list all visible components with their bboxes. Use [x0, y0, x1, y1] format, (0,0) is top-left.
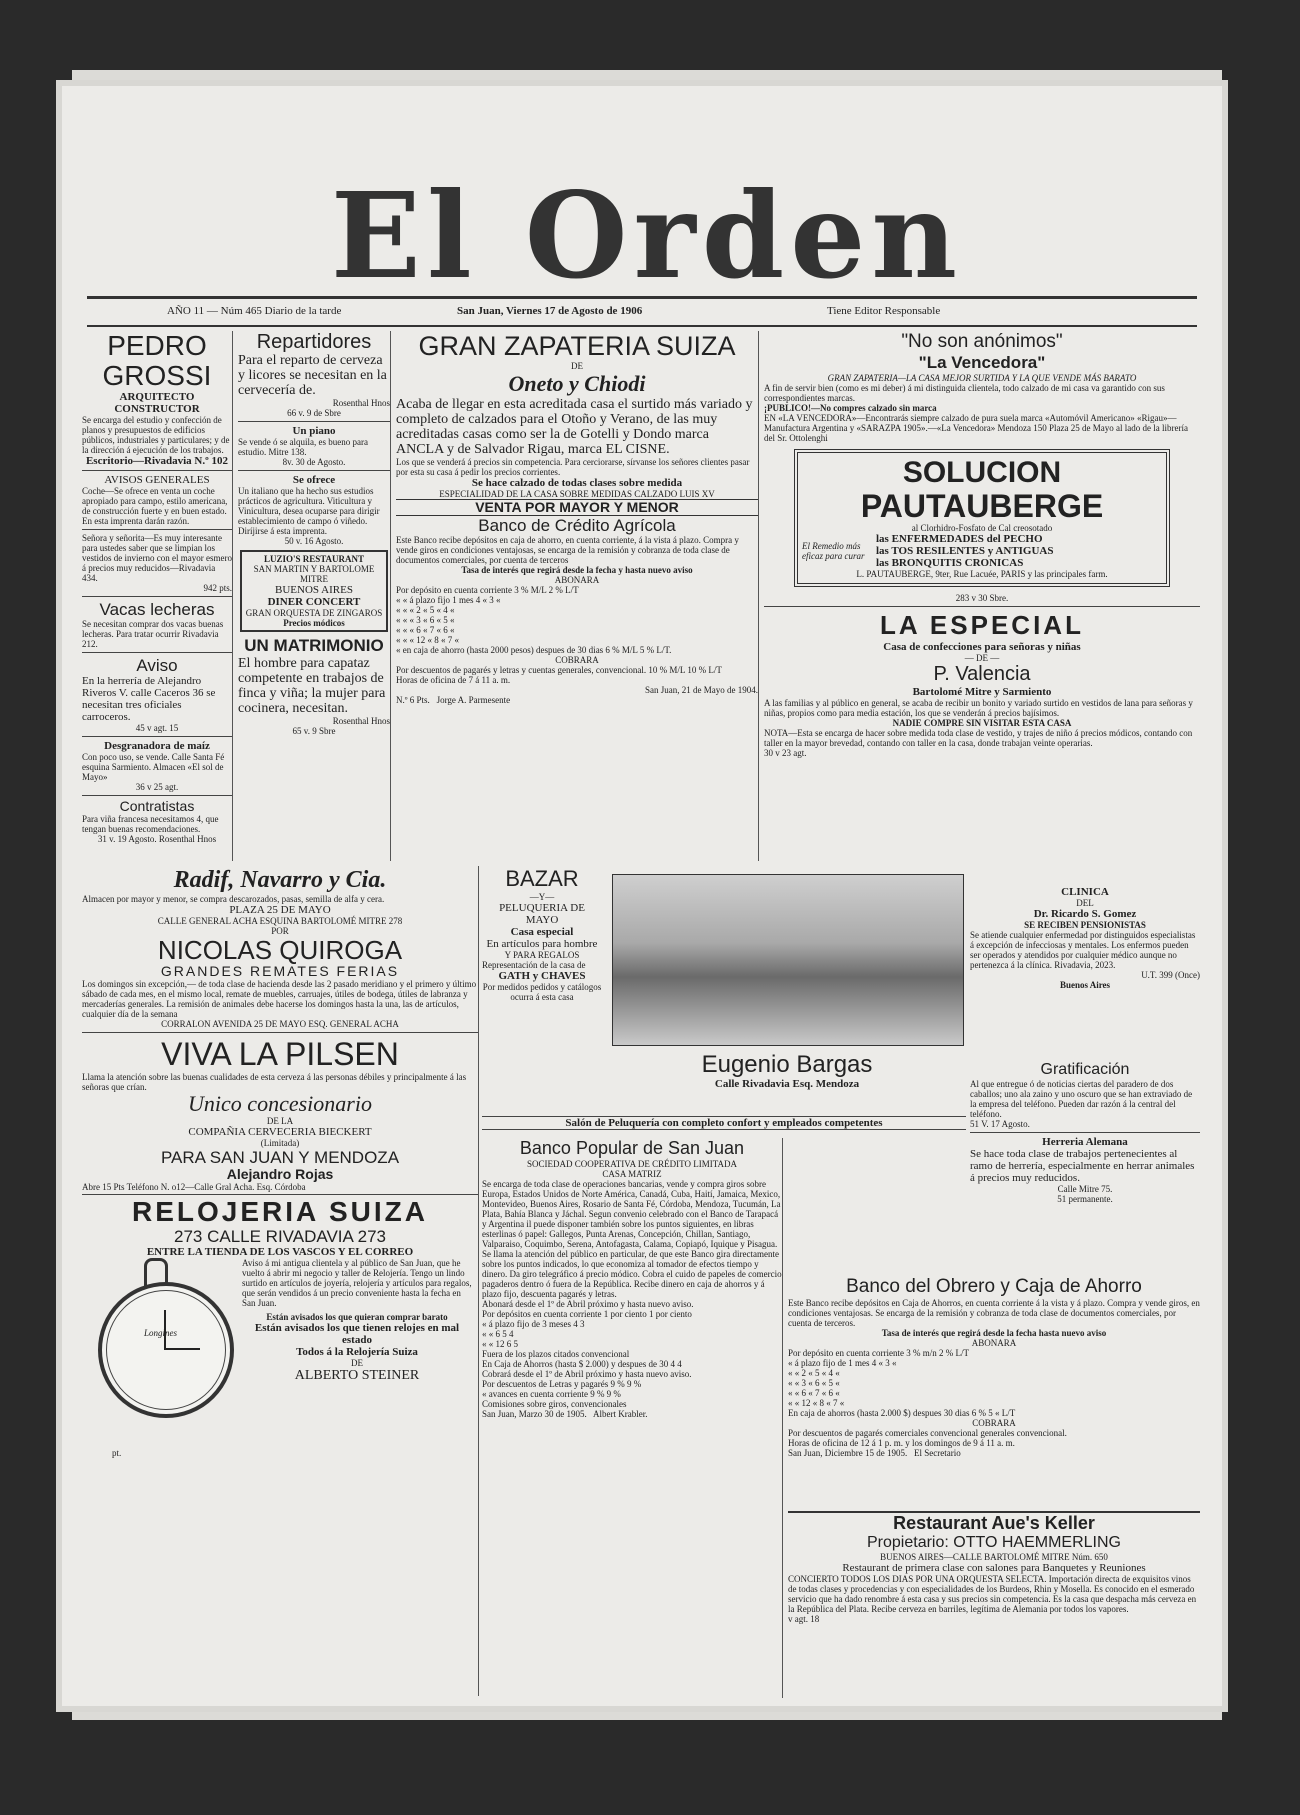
solucion-left: El Remedio más eficaz para curar — [802, 541, 865, 561]
dateline-bar — [87, 296, 1197, 327]
matrimonio-sig: Rosenthal Hnos — [332, 716, 390, 726]
contra-title: Contratistas — [119, 798, 195, 814]
bca-descuentos: Por descuentos de pagarés y letras y cuentas generales, convencional. 10 % M/L 10 % L/T — [396, 665, 722, 675]
solucion-box — [794, 449, 1170, 587]
bpsj-rate-row: Por depósitos en cuenta corriente 1 por ciento 1 por ciento — [482, 1309, 692, 1319]
ofrece-ref: 50 v. 16 Agosto. — [284, 536, 344, 546]
solucion-brand: PAUTAUBERGE — [860, 488, 1104, 524]
vacas-text: Se necesitan comprar dos vacas buenas lecheras. Para tratar ocurrir Rivadavia 212. — [82, 619, 224, 649]
contra-ref: 31 v. 19 Agosto. Rosenthal Hnos — [97, 834, 217, 844]
pilsen-cerveceria: COMPAÑIA CERVECERIA BIECKERT — [188, 1126, 372, 1138]
bpsj-signature: Albert Krabler. — [593, 1409, 648, 1419]
especial-address: Bartolomé Mitre y Sarmiento — [912, 686, 1052, 698]
repartidores-text: Para el reparto de cerveza y licores se necesitan en la cervecería de. — [238, 353, 387, 398]
radif-text: Almacen por mayor y menor, se compra descarozados, pasas, semilla de alfa y cera. — [82, 894, 385, 904]
especial-de: — DE — — [964, 653, 1000, 663]
pilsen-para: PARA SAN JUAN Y MENDOZA — [160, 1148, 400, 1167]
repartidores-title: Repartidores — [256, 331, 372, 353]
clinica-ref: U.T. 399 (Once) — [1141, 970, 1200, 980]
aue-address: BUENOS AIRES—CALLE BARTOLOMÉ MITRE Núm. 650 — [880, 1552, 1108, 1562]
bca-signature: Jorge A. Parmesente — [436, 695, 511, 705]
piano-title: Un piano — [292, 425, 336, 437]
banco-obrero-block — [788, 1276, 1200, 1506]
quiroga-sub: GRANDES REMATES FERIAS — [160, 963, 400, 979]
matrimonio-text: El hombre para capataz competente en trabajos de finca y viña; la mujer para cocinera, necesitan. — [238, 656, 386, 716]
relojeria-text: Aviso á mi antigua clientela y al público de San Juan, que he vuelto á abrir mi negocio y taller de Relojería. Tengo un lindo surtido en artículos de joyería, relojería y artículos para regalos, que serán vendidos á un precio conveniente hasta la fecha en San Juan. — [242, 1258, 472, 1308]
bpsj-rate-row: En Caja de Ahorros (hasta $ 2.000) y despues de 30 4 4 — [482, 1359, 682, 1369]
zapateria-text: Acaba de llegar en esta acreditada casa el surtido más variado y completo de calzados para el Otoño y Verano, de las muy acreditadas casas como ser la de Gotelli y Dondo marca ANCLA y de Salvador Rigau, marca EL CISNE. — [396, 397, 753, 457]
bpsj-rate-row: « « 6 5 4 — [482, 1329, 514, 1339]
aue-restaurant: Restaurant de primera clase con salones para Banquetes y Reuniones — [842, 1562, 1146, 1574]
masthead-title: El Orden — [330, 166, 964, 305]
bob-rate-row: « « 2 « 5 « 4 « — [788, 1368, 840, 1378]
relojeria-pt: pt. — [112, 1448, 122, 1458]
grossi-subtitle: ARQUITECTO CONSTRUCTOR — [114, 391, 200, 415]
clinica-name: Dr. Ricardo S. Gomez — [1033, 908, 1137, 920]
bca-abonara: ABONARA — [554, 575, 600, 585]
bpsj-rate-row: « á plazo fijo de 3 meses 4 3 — [482, 1319, 585, 1329]
bazar-name: Eugenio Bargas — [701, 1051, 873, 1078]
bca-rate-row: « en caja de ahorro (hasta 2000 pesos) despues de 30 dias 6 % M/L 5 % L/T. — [396, 645, 672, 655]
solucion-sub: al Clorhidro-Fosfato de Cal creosotado — [911, 523, 1053, 533]
bca-rate-row: « « « 12 « 8 « 7 « — [396, 635, 459, 645]
clinica-text: Se atiende cualquier enfermedad por distinguidos especialistas á excepción de infecciosas y mentales. Los enfermos pueden ser operados y atendidos por cualquier médico aunque no pertenezca á la clínica. Rivadavia, 2023. — [970, 930, 1196, 970]
quiroga-address: CORRALON AVENIDA 25 DE MAYO ESQ. GENERAL ACHA — [161, 1019, 399, 1029]
bazar-regalos: Y PARA REGALOS — [504, 950, 580, 960]
contra-text: Para viña francesa necesitamos 4, que tengan buenas recomendaciones. — [82, 814, 219, 834]
bpsj-rate-row: Fuera de los plazos citados convencional — [482, 1349, 630, 1359]
aue-ref: v agt. 18 — [788, 1614, 820, 1624]
especial-nadie: NADIE COMPRE SIN VISITAR ESTA CASA — [892, 718, 1072, 728]
gratificacion-text: Al que entregue ó de noticias ciertas del paradero de dos caballos; uno ala zaino y uno oscuro que se han extraviado de la empresa del teléfono. Pueden dar razón á la central del teléfono. — [970, 1079, 1193, 1119]
lucio-address: SAN MARTIN Y BARTOLOME MITRE — [253, 564, 375, 584]
avisos-title: AVISOS GENERALES — [104, 474, 210, 486]
aue-propietario: Propietario: OTTO HAEMMERLING — [867, 1534, 1121, 1551]
bob-horas: Horas de oficina de 12 á 1 p. m. y los domingos de 9 á 11 a. m. — [788, 1438, 1015, 1448]
clinica-city: Buenos Aires — [1059, 980, 1111, 990]
anonimos-text2: A fin de servir bien (como es mi deber) á mi distinguida clientela, todo calzado de mi casa va garantido con sus correspondientes marcas. — [764, 383, 1165, 403]
bazar-articulos: En artículos para hombre — [486, 938, 598, 950]
column-2 — [238, 331, 391, 861]
radif-plaza: PLAZA 25 DE MAYO — [229, 904, 331, 916]
zapateria-owners: Oneto y Chiodi — [508, 371, 646, 396]
vacas-title: Vacas lecheras — [99, 600, 215, 619]
zapateria-medida: Se hace calzado de todas clases sobre medida — [471, 477, 683, 489]
especial-name: P. Valencia — [933, 663, 1031, 685]
bpsj-casa: CASA MATRIZ — [602, 1169, 662, 1179]
solucion-enf1: las ENFERMEDADES del PECHO — [876, 533, 1043, 545]
issue-date: San Juan, Viernes 17 de Agosto de 1906 — [457, 305, 643, 317]
anonimos-subtitle: "La Vencedora" — [918, 353, 1046, 372]
bob-rate-row: « « 12 « 8 « 7 « — [788, 1398, 845, 1408]
bca-rate-row: « « á plazo fijo 1 mes 4 « 3 « — [396, 595, 501, 605]
radif-calle: CALLE GENERAL ACHA ESQUINA BARTOLOMÉ MITRE 278 — [157, 916, 403, 926]
column-3 — [396, 331, 759, 861]
watch-brand: Longines — [144, 1328, 178, 1338]
bpsj-rate-row: « « 12 6 5 — [482, 1339, 518, 1349]
relojeria-title: RELOJERIA SUIZA — [132, 1196, 428, 1227]
solucion-address: L. PAUTAUBERGE, 9ter, Rue Lacuée, PARIS y las principales farm. — [856, 569, 1108, 579]
bob-rate-row: « á plazo fijo de 1 mes 4 « 3 « — [788, 1358, 897, 1368]
bob-rate-row: En caja de ahorros (hasta 2.000 $) despues 30 dias 6 % 5 « L/T — [788, 1408, 1016, 1418]
bob-cobrara: COBRARA — [972, 1418, 1016, 1428]
especial-text: A las familias y al público en general, se acaba de recibir un bonito y variado surtido en vestidos de lana para señoras y niñas, propios como para media estación, los que se venderán á precios bajísimos. — [764, 698, 1193, 718]
lucio-orchestra: GRAN ORQUESTA DE ZINGAROS — [245, 608, 383, 618]
aviso-ref: 45 v agt. 15 — [135, 723, 179, 733]
bazar-y: —Y— — [529, 892, 555, 902]
pilsen-limitada: (Limitada) — [260, 1138, 300, 1148]
bazar-peluqueria: PELUQUERIA DE MAYO — [499, 902, 585, 926]
bpsj-abonara: Abonará desde el 1º de Abril próximo y hasta nuevo aviso. — [482, 1299, 694, 1309]
grossi-address: Escritorio—Rivadavia N.º 102 — [85, 455, 229, 467]
bpsj-title: Banco Popular de San Juan — [519, 1138, 745, 1158]
matrimonio-title: UN MATRIMONIO — [244, 636, 384, 655]
especial-ref: 30 v 23 agt. — [764, 748, 807, 758]
bazar-gath: GATH y CHAVES — [498, 970, 586, 982]
repartidores-ref: 66 v. 9 de Sbre — [287, 408, 341, 418]
bob-date: San Juan, Diciembre 15 de 1905. — [788, 1448, 908, 1458]
piano-text: Se vende ó se alquila, es bueno para estudio. Mitre 138. — [238, 437, 368, 457]
bca-rate-row: Por depósito en cuenta corriente 3 % M/L 2 % L/T — [396, 585, 579, 595]
bca-tasa: Tasa de interés que regirá desde la fecha y hasta nuevo aviso — [461, 565, 693, 575]
bob-descuentos: Por descuentos de pagarés comerciales convencional generales convencional. — [788, 1428, 1067, 1438]
gratificacion-title: Gratificación — [1040, 1061, 1130, 1078]
newspaper-page — [62, 86, 1222, 1706]
bca-text: Este Banco recibe depósitos en caja de ahorro, en cuenta corriente, á la vista á plazo. Compra y vende giros en condiciones ventajosas, se encarga de la remisión y cobranza de toda clase de documentos comerciales, por cuenta de terceros — [396, 535, 739, 565]
maiz-ref: 36 v 25 agt. — [135, 782, 179, 792]
aue-title: Restaurant Aue's Keller — [893, 1513, 1095, 1533]
senora-text: Señora y señorita—Es muy interesante para ustedes saber que se limpian los vestidos de invierno con el mayor esmero á precios muy reducidos—Rivadavia 434. — [82, 533, 232, 583]
bazar-pedidos: Por medidos pedidos y catálogos ocurra á esta casa — [482, 982, 602, 1002]
ofrece-title: Se ofrece — [292, 474, 336, 486]
pilsen-title: VIVA LA PILSEN — [161, 1036, 399, 1072]
bob-rate-row: Por depósito en cuenta corriente 3 % m/n 2 % L/T — [788, 1348, 969, 1358]
bob-rate-row: « « 3 « 6 « 5 « — [788, 1378, 840, 1388]
relojeria-aviso2: Están avisados los que tienen relojes en mal estado — [254, 1322, 460, 1346]
clinica-pensionistas: SE RECIBEN PENSIONISTAS — [1024, 920, 1146, 930]
bpsj-rate-row: Por descuentos de Letras y pagarés 9 % 9 % — [482, 1379, 642, 1389]
bca-title: Banco de Crédito Agrícola — [478, 516, 676, 535]
bpsj-rate-row: Cobrará desde el 1º de Abril próximo y hasta nuevo aviso. — [482, 1369, 692, 1379]
relojeria-name: ALBERTO STEINER — [294, 1368, 420, 1383]
bpsj-rate-row: Comisiones sobre giros, convencionales — [482, 1399, 627, 1409]
piano-ref: 8v. 30 de Agosto. — [282, 457, 346, 467]
bob-rate-row: « « 6 « 7 « 6 « — [788, 1388, 840, 1398]
bob-text: Este Banco recibe depósitos en Caja de Ahorros, en cuenta corriente á la vista y á plazo. Compra y vende giros, en condiciones ventajosas. Se encarga de la remisión y cobranza de toda clase de documentos comerciales, por cuenta de terceros. — [788, 1298, 1200, 1328]
bob-tasa: Tasa de interés que regirá desde la fecha hasta nuevo aviso — [881, 1328, 1107, 1338]
banco-popular-block — [482, 1138, 783, 1698]
anonimos-title: "No son anónimos" — [901, 331, 1063, 352]
solucion-ref: 283 v 30 Sbre. — [955, 593, 1009, 603]
lucio-city: BUENOS AIRES — [275, 584, 353, 596]
solucion-enf3: las BRONQUITIS CRONICAS — [876, 557, 1024, 569]
maiz-title: Desgranadora de maíz — [104, 740, 210, 752]
bazar-title: BAZAR — [505, 866, 579, 891]
herreria-title: Herreria Alemana — [1042, 1136, 1128, 1148]
solucion-title: SOLUCION — [902, 456, 1062, 489]
issue-info: AÑO 11 — Núm 465 Diario de la tarde — [167, 305, 342, 317]
lucio-title: LUZIO'S RESTAURANT — [263, 554, 365, 564]
column-1 — [82, 331, 233, 861]
aviso-title: Aviso — [136, 656, 178, 675]
column-4 — [764, 331, 1200, 886]
ofrece-text: Un italiano que ha hecho sus estudios prácticos de agricultura. Viticultura y Vinicultura, desea ocuparse para dirigir establecimiento de campo ó viñedo. Diríjirse á esta imprenta. — [238, 486, 380, 536]
shop-photo — [612, 874, 964, 1046]
bob-signature: El Secretario — [913, 1448, 961, 1458]
senora-ref: 942 pts. — [203, 583, 232, 593]
relojeria-body — [82, 1258, 478, 1468]
bpsj-date: San Juan, Marzo 30 de 1905. — [482, 1409, 587, 1419]
relojeria-de: DE — [351, 1358, 363, 1368]
pocket-watch-icon — [98, 1282, 234, 1418]
radif-title: Radif, Navarro y Cia. — [173, 867, 387, 893]
bpsj-rate-row: « avances en cuenta corriente 9 % 9 % — [482, 1389, 621, 1399]
avisos-text: Coche—Se ofrece en venta un coche apropiado para campo, estilo americana, de construcción fuerte y en buen estado. En esta imprenta darán razón. — [82, 486, 228, 526]
lucio-concert: DINER CONCERT — [267, 596, 361, 608]
gratificacion-block — [970, 1061, 1200, 1276]
relojeria-aviso1: Están avisados los que quieran comprar barato — [266, 1312, 448, 1322]
bazar-salon: Salón de Peluquería con completo confort y empleados competentes — [482, 1116, 966, 1130]
bca-rate-table — [396, 585, 758, 655]
bca-cobrara: COBRARA — [555, 655, 599, 665]
herreria-address: Calle Mitre 75. — [1057, 1184, 1113, 1194]
clinic-block — [970, 886, 1200, 1061]
bca-rate-row: « « « 3 « 6 « 5 « — [396, 615, 455, 625]
repartidores-sig: Rosenthal Hnos — [332, 398, 390, 408]
bob-rate-table — [788, 1348, 1200, 1418]
bob-title: Banco del Obrero y Caja de Ahorro — [846, 1276, 1142, 1297]
relojeria-entre: ENTRE LA TIENDA DE LOS VASCOS Y EL CORREO — [146, 1246, 414, 1258]
bottom-left-column — [82, 866, 479, 1696]
aue-text: CONCIERTO TODOS LOS DIAS POR UNA ORQUESTA SELECTA. Importación directa de exquisitos vinos de todas clases y procedencias y con especialidades de los Burdeos, Rhin y Mosella. Es conocido en el esmerado servicio que ha dado renombre á esta casa y sus precios sin competencia. Es la casa que despacha más cerveza en la República del Plata. Recibe cerveza en barriles, legítima de Alemania por todos los vapores. — [788, 1574, 1197, 1614]
anonimos-text3: EN «LA VENCEDORA»—Encontrarás siempre calzado de pura suela marca «Automóvil Americano» «Rigau»—Manufactura Argentina y «SARAZPA 1905».—«La Vencedora» Mendoza 150 Plaza 25 de Mayo al lado de la librería del Sr. Ottolenghi — [764, 413, 1188, 443]
editor-note: Tiene Editor Responsable — [827, 305, 941, 317]
pilsen-name: Alejandro Rojas — [226, 1166, 334, 1182]
bpsj-text: Se encarga de toda clase de operaciones bancarias, vende y compra giros sobre Europa, Estados Unidos de Norte América, Canadá, Cuba, Haití, Jamaica, Mexico, Montevideo, Buenos Aires, Rosario de Santa Fé, Córdoba, Mendoza, Tucumán, La Plata, Bahía Blanca y Jáchal. Segun convenio celebrado con el Banco de Tarapacá y Argentina il puede disponer también sobre los puntos siguientes, en libras esterlinas ó papel: Gallegos, Punta Arenas, Concepción, Chillan, Santiago, Valparaiso, Coquimbo, Serena, Antofagasta, Calama, Copiapó, Iquique y Pisagua. Se llama la atención del público en particular, de que este Banco gira directamente sobre los puntos indicados, lo que economiza al tomador de efectos tiempo y dinero. Da giro telegráfico á precio módico. Cobra el cuido de papeles de comercio pagaderos dentro ó fuera de la República. Recibe dinero en caja de ahorros y á plazo fijo, descuenta pagarés y letras. — [482, 1179, 782, 1299]
herreria-ref: 51 permanente. — [1057, 1194, 1113, 1204]
zapateria-especialidad: ESPECIALIDAD DE LA CASA SOBRE MEDIDAS CALZADO LUIS XV — [439, 489, 715, 499]
aue-block — [788, 1511, 1200, 1698]
zapateria-title: GRAN ZAPATERIA SUIZA — [418, 331, 736, 361]
bca-ref: N.º 6 Pts. — [396, 695, 430, 705]
matrimonio-ref: 65 v. 9 Sbre — [292, 726, 336, 736]
pilsen-unico: Unico concesionario — [188, 1091, 372, 1116]
bob-abonara: ABONARA — [971, 1338, 1017, 1348]
clinica-title: CLINICA — [1061, 886, 1109, 898]
quiroga-title: NICOLAS QUIROGA — [157, 935, 403, 965]
anonimos-publico: ¡PUBLICO!—No compres calzado sin marca — [764, 403, 937, 413]
gratificacion-ref: 51 V. 17 Agosto. — [970, 1119, 1030, 1129]
aviso-text: En la herrería de Alejandro Riveros V. calle Caceros 36 se necesitan tres oficiales carroceros. — [82, 675, 216, 723]
maiz-text: Con poco uso, se vende. Calle Santa Fé esquina Sarmiento. Almacen «El sol de Mayo» — [82, 752, 225, 782]
zapateria-text2: Los que se venderá á precios sin competencia. Para cerciorarse, sírvanse los señores clientes pasar por esta su casa á pedir los precios corrientes. — [396, 457, 750, 477]
bazar-address: Calle Rivadavia Esq. Mendoza — [714, 1078, 860, 1090]
lucio-prices: Precios módicos — [283, 618, 345, 628]
pilsen-text: Llama la atención sobre las buenas cualidades de esta cerveza á las personas débiles y principalmente á las señoras que crían. — [82, 1072, 467, 1092]
relojeria-address: 273 CALLE RIVADAVIA 273 — [174, 1227, 386, 1246]
pilsen-ref: Abre 15 Pts Teléfono N. o12—Calle Gral Acha. Esq. Córdoba — [82, 1182, 306, 1192]
bca-rate-row: « « « 6 « 7 « 6 « — [396, 625, 455, 635]
especial-title: LA ESPECIAL — [880, 610, 1084, 640]
lucio-box — [240, 550, 388, 632]
herreria-text: Se hace toda clase de trabajos pertenecientes al ramo de herrería, especialmente en herrar animales á precios muy reducidos. — [970, 1148, 1195, 1184]
especial-nota: NOTA—Esta se encarga de hacer sobre medida toda clase de vestido, y trajes de niño á precios módicos, contando con taller en la mayor brevedad, contando con taller en la casa, donde trabajan veinte operarias. — [764, 728, 1193, 748]
bazar-casa: Casa especial — [510, 926, 574, 938]
bazar-representacion: Representación de la casa de — [482, 960, 586, 970]
bca-date: San Juan, 21 de Mayo de 1904. — [645, 685, 758, 695]
pilsen-dela: DE LA — [266, 1116, 294, 1126]
bca-horas: Horas de oficina de 7 á 11 a. m. — [396, 675, 511, 685]
bpsj-rate-table — [482, 1309, 782, 1409]
solucion-enf2: las TOS RESILENTES y ANTIGUAS — [876, 545, 1054, 557]
especial-sub: Casa de confecciones para señoras y niñas — [883, 641, 1081, 653]
bpsj-sub: SOCIEDAD COOPERATIVA DE CRÉDITO LIMITADA — [527, 1159, 737, 1169]
zapateria-venta: VENTA POR MAYOR Y MENOR — [396, 499, 758, 516]
bca-rate-row: « « « 2 « 5 « 4 « — [396, 605, 455, 615]
radif-por: POR — [271, 926, 289, 936]
anonimos-text1: GRAN ZAPATERIA—LA CASA MEJOR SURTIDA Y LA QUE VENDE MÁS BARATO — [827, 373, 1137, 383]
grossi-text: Se encarga del estudio y confección de planos y presupuestos de edificios públicos, industriales y particulares; y de la dirección á ejecución de los trabajos. — [82, 415, 230, 455]
bazar-block — [482, 866, 966, 1106]
relojeria-todos: Todos á la Relojería Suiza — [296, 1346, 418, 1358]
clinica-del: DEL — [1076, 898, 1094, 908]
grossi-title: PEDRO GROSSI — [102, 331, 212, 391]
zapateria-de: DE — [571, 361, 583, 371]
quiroga-text: Los domingos sin excepción,— de toda clase de hacienda desde las 2 pasado meridiano y el primero y último sábado de cada mes, en el mismo local, remate de muebles, carruajes, útiles de bodega, útiles de labranza y mercaderías generales. La remisión de animales debe hacerse los domingos hasta la una, las de artículos, cualquier día de la semana — [82, 979, 477, 1019]
